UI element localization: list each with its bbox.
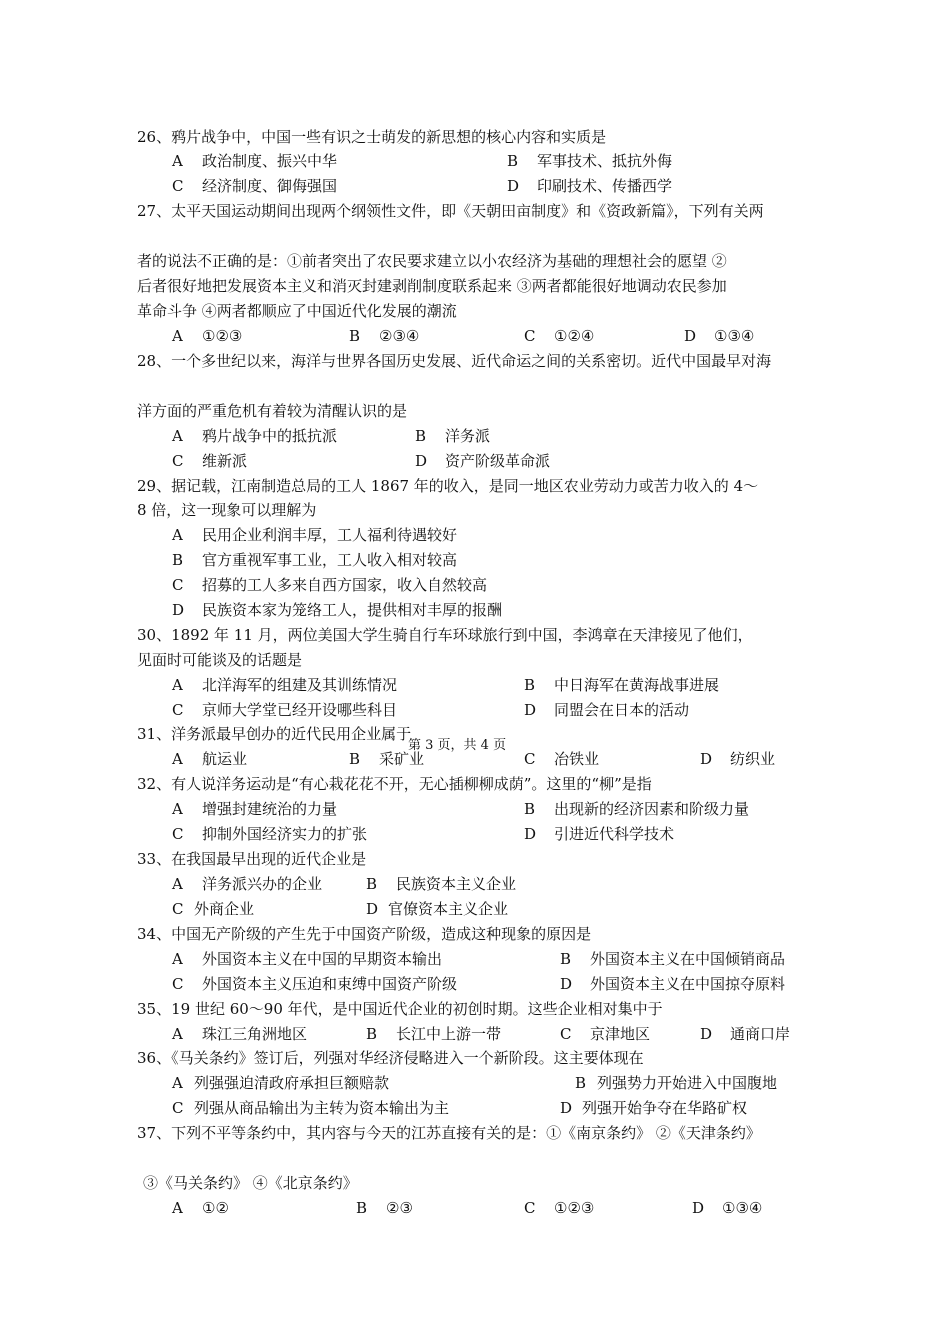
option-29-d: D 民族资本家为笼络工人，提供相对丰厚的报酬	[172, 601, 503, 619]
option-34-d: D 外国资本主义在中国掠夺原料	[560, 975, 786, 993]
question-27-line-1: 27、太平天国运动期间出现两个纲领性文件，即《天朝田亩制度》和《资政新篇》，下列有关两	[137, 202, 764, 220]
option-26-c: C 经济制度、御侮强国	[172, 177, 338, 195]
option-28-b: B 洋务派	[415, 427, 491, 445]
question-26-stem: 26、鸦片战争中，中国一些有识之士萌发的新思想的核心内容和实质是	[137, 128, 607, 146]
option-34-a: A 外国资本主义在中国的早期资本输出	[172, 950, 443, 968]
question-32-stem: 32、有人说洋务运动是“有心栽花花不开，无心插柳柳成荫”。这里的“柳”是指	[137, 775, 652, 793]
question-27-line-2: 者的说法不正确的是：①前者突出了农民要求建立以小农经济为基础的理想社会的愿望 ②	[137, 252, 727, 270]
option-27-c: C ①②④	[524, 327, 595, 345]
option-33-d: D 官僚资本主义企业	[366, 900, 509, 918]
question-29-line-1: 29、据记载，江南制造总局的工人 1867 年的收入，是同一地区农业劳动力或苦力收入的 4～	[137, 477, 759, 495]
option-33-b: B 民族资本主义企业	[366, 875, 517, 893]
option-33-a: A 洋务派兴办的企业	[172, 875, 323, 893]
option-29-b: B 官方重视军事工业，工人收入相对较高	[172, 551, 458, 569]
question-37-line-2: ③《马关条约》 ④《北京条约》	[143, 1174, 358, 1192]
question-30-line-1: 30、1892 年 11 月，两位美国大学生骑自行车环球旅行到中国，李鸿章在天津接见了他们，	[137, 626, 753, 644]
option-29-c: C 招募的工人多来自西方国家，收入自然较高	[172, 576, 488, 594]
question-34-stem: 34、中国无产阶级的产生先于中国资产阶级，造成这种现象的原因是	[137, 925, 592, 943]
question-33-stem: 33、在我国最早出现的近代企业是	[137, 850, 367, 868]
option-27-b: B ②③④	[349, 327, 420, 345]
option-26-b: B 军事技术、抵抗外侮	[507, 152, 673, 170]
option-27-d: D ①③④	[684, 327, 755, 345]
option-36-b: B 列强势力开始进入中国腹地	[575, 1074, 778, 1092]
option-35-d: D 通商口岸	[700, 1025, 791, 1043]
option-34-b: B 外国资本主义在中国倾销商品	[560, 950, 786, 968]
option-32-a: A 增强封建统治的力量	[172, 800, 338, 818]
question-37-line-1: 37、下列不平等条约中，其内容与今天的江苏直接有关的是：①《南京条约》 ②《天津条约》	[137, 1124, 761, 1142]
question-27-line-4: 革命斗争 ④两者都顺应了中国近代化发展的潮流	[137, 302, 457, 320]
option-31-d: D 纺织业	[700, 750, 776, 768]
option-28-a: A 鸦片战争中的抵抗派	[172, 427, 338, 445]
option-28-d: D 资产阶级革命派	[415, 452, 551, 470]
option-36-c: C 列强从商品输出为主转为资本输出为主	[172, 1099, 450, 1117]
option-35-c: C 京津地区	[560, 1025, 651, 1043]
option-32-d: D 引进近代科学技术	[524, 825, 675, 843]
option-30-b: B 中日海军在黄海战事进展	[524, 676, 720, 694]
option-37-a: A ①②	[172, 1199, 229, 1217]
question-27-line-3: 后者很好地把发展资本主义和消灭封建剥削制度联系起来 ③两者都能很好地调动农民参加	[137, 277, 727, 295]
question-30-line-2: 见面时可能谈及的话题是	[137, 651, 303, 669]
option-26-a: A 政治制度、振兴中华	[172, 152, 338, 170]
question-29-line-2: 8 倍，这一现象可以理解为	[137, 501, 317, 519]
option-33-c: C 外商企业	[172, 900, 255, 918]
question-28-line-1: 28、一个多世纪以来，海洋与世界各国历史发展、近代命运之间的关系密切。近代中国最早对海	[137, 352, 772, 370]
question-35-stem: 35、19 世纪 60～90 年代，是中国近代企业的初创时期。这些企业相对集中于	[137, 1000, 663, 1018]
question-31-stem: 31、洋务派最早创办的近代民用企业属于	[137, 725, 412, 743]
option-37-c: C ①②③	[524, 1199, 595, 1217]
option-28-c: C 维新派	[172, 452, 248, 470]
question-28-line-2: 洋方面的严重危机有着较为清醒认识的是	[137, 402, 408, 420]
option-27-a: A ①②③	[172, 327, 243, 345]
option-37-d: D ①③④	[692, 1199, 763, 1217]
option-36-a: A 列强强迫清政府承担巨额赔款	[172, 1074, 390, 1092]
option-35-a: A 珠江三角洲地区	[172, 1025, 308, 1043]
page-footer: 第 3 页，共 4 页	[408, 738, 507, 753]
option-35-b: B 长江中上游一带	[366, 1025, 502, 1043]
option-29-a: A 民用企业利润丰厚，工人福利待遇较好	[172, 526, 458, 544]
option-30-a: A 北洋海军的组建及其训练情况	[172, 676, 398, 694]
option-37-b: B ②③	[356, 1199, 413, 1217]
option-30-d: D 同盟会在日本的活动	[524, 701, 690, 719]
option-32-c: C 抑制外国经济实力的扩张	[172, 825, 368, 843]
option-30-c: C 京师大学堂已经开设哪些科目	[172, 701, 398, 719]
option-36-d: D 列强开始争夺在华路矿权	[560, 1099, 748, 1117]
option-26-d: D 印刷技术、传播西学	[507, 177, 673, 195]
option-31-a: A 航运业	[172, 750, 248, 768]
option-32-b: B 出现新的经济因素和阶级力量	[524, 800, 750, 818]
option-31-b: B 采矿业	[349, 750, 425, 768]
option-31-c: C 冶铁业	[524, 750, 600, 768]
option-34-c: C 外国资本主义压迫和束缚中国资产阶级	[172, 975, 458, 993]
question-36-stem: 36、《马关条约》签订后，列强对华经济侵略进入一个新阶段。这主要体现在	[137, 1049, 644, 1067]
